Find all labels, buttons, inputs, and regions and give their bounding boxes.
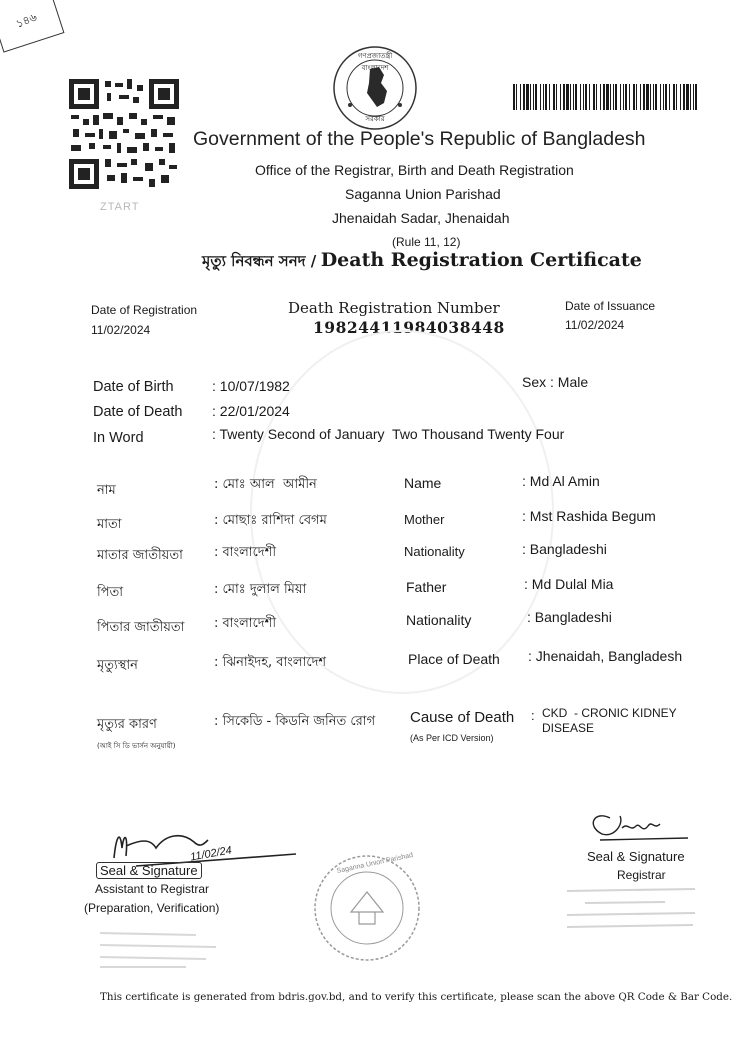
mother-bn-label: মাতা [97,517,122,532]
government-title: Government of the People's Republic of Bangladesh [193,128,646,150]
mother-nationality-en-value: : Bangladeshi [522,541,607,557]
father-nationality-bn-value: : বাংলাদেশী [214,616,277,631]
registration-date-label: Date of Registration [91,303,198,317]
name-en-value: : Md Al Amin [522,473,600,489]
assistant-role: Assistant to Registrar [95,882,210,896]
right-seal-label: Seal & Signature [587,849,685,864]
registration-date-value: 11/02/2024 [91,323,151,337]
birth-date-label: Date of Birth [93,379,174,395]
sex-value: Sex : Male [522,374,589,390]
place-of-death-en-value: : Jhenaidah, Bangladesh [528,648,683,664]
death-date-label: Date of Death [93,404,183,420]
registration-number-label: Death Registration Number [288,299,500,317]
cause-en-value-line2: DISEASE [542,721,595,735]
registrar-signature [580,804,700,851]
emblem-sublabel: সরকার [365,115,385,123]
union-stamp-text: Saganna Union Parishad [336,851,414,876]
assistant-signature-date: 11/02/24 [189,844,233,864]
death-date-value: : 22/01/2024 [212,403,290,419]
cause-colon: : [531,708,535,723]
mother-nationality-en-label: Nationality [404,544,465,559]
mother-nationality-bn-label: মাতার জাতীয়তা [97,548,183,563]
footer-note: This certificate is generated from bdris.gov.bd, and to verify this certificate, please scan the above QR Code & Bar Code. [100,991,733,1003]
certificate-title-en: Death Registration Certificate [320,249,642,271]
cause-bn-label: মৃত্যুর কারণ [97,717,157,732]
barcode [513,84,698,110]
father-nationality-en-label: Nationality [406,612,472,628]
mother-nationality-bn-value: : বাংলাদেশী [214,545,277,560]
rule-reference: (Rule 11, 12) [392,235,461,249]
name-bn-value: : মোঃ আল আমীন [214,477,317,492]
cause-bn-value: : সিকেডি - কিডনি জনিত রোগ [214,714,376,729]
birth-date-value: : 10/07/1982 [212,378,290,394]
father-bn-value: : মোঃ দুলাল মিয়া [214,582,307,597]
right-faded-stamp [565,885,700,935]
location: Jhenaidah Sadar, Jhenaidah [332,210,510,226]
father-en-value: : Md Dulal Mia [524,576,614,592]
mother-bn-value: : মোছাঃ রাশিদা বেগম [214,513,327,528]
office-name: Office of the Registrar, Birth and Death Registration [255,162,574,178]
registration-number-value: 19824411984038448 [313,318,505,337]
certificate-title [202,249,642,275]
union-parishad-stamp [311,852,423,964]
name-bn-label: নাম [97,483,116,498]
union-name: Saganna Union Parishad [345,186,501,202]
cause-en-value-line1: CKD - CRONIC KIDNEY [542,706,677,720]
cause-en-label: Cause of Death [410,709,515,726]
issuance-date-label: Date of Issuance [565,299,656,313]
qr-caption: ZTART [100,201,140,213]
father-en-label: Father [406,579,447,595]
cause-bn-sub: (আই সি ডি ভার্সন অনুযায়ী) [97,742,176,750]
left-faded-stamp [96,925,226,969]
certificate-title-bn: মৃত্যু নিবন্ধন সনদ / [202,252,317,270]
name-en-label: Name [404,475,442,491]
left-seal-label: Seal & Signature [96,862,202,879]
in-word-value: : Twenty Second of January Two Thousand Twenty Four [212,426,565,442]
registrar-role: Registrar [617,868,666,882]
emblem-label: গণপ্রজাতন্ত্রী বাংলাদেশ [357,52,393,72]
father-nationality-en-value: : Bangladeshi [527,609,612,625]
in-word-label: In Word [93,430,144,446]
place-of-death-bn-label: মৃত্যুস্থান [97,658,138,673]
father-bn-label: পিতা [97,585,124,600]
cause-en-sub: (As Per ICD Version) [410,733,494,743]
issuance-date-value: 11/02/2024 [565,318,625,332]
mother-en-value: : Mst Rashida Begum [522,508,656,524]
place-of-death-bn-value: : ঝিনাইদহ, বাংলাদেশ [214,655,327,670]
corner-mark: ১৪৬ [13,10,39,31]
father-nationality-bn-label: পিতার জাতীয়তা [97,620,185,635]
mother-en-label: Mother [404,512,445,527]
place-of-death-en-label: Place of Death [408,651,500,667]
assistant-role-sub: (Preparation, Verification) [84,901,220,915]
qr-code [69,79,179,189]
